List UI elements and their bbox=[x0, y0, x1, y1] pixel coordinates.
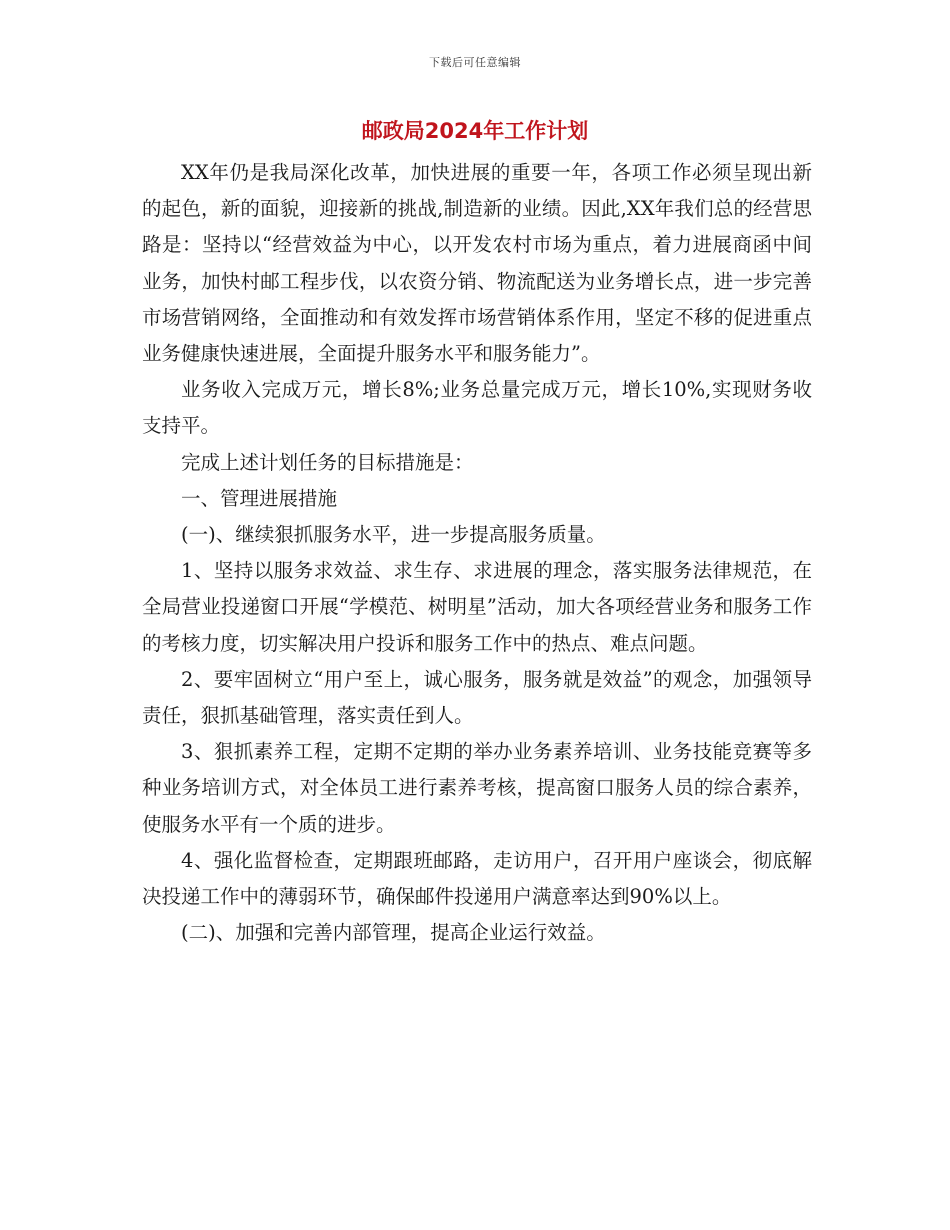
list-item-4: 4、强化监督检查，定期跟班邮路，走访用户，召开用户座谈会，彻底解决投递工作中的薄弱环节，确保邮件投递用户满意率达到90%以上。 bbox=[142, 848, 812, 909]
list-item-3: 3、狠抓素养工程，定期不定期的举办业务素养培训、业务技能竞赛等多种业务培训方式，对全体员工进行素养考核，提高窗口服务人员的综合素养，使服务水平有一个质的进步。 bbox=[142, 740, 812, 836]
section-heading-management: 一、管理进展措施 bbox=[181, 486, 338, 510]
header-note: 下载后可任意编辑 bbox=[429, 56, 521, 69]
paragraph-targets: 业务收入完成万元，增长8%;业务总量完成万元，增长10%,实现财务收支持平。 bbox=[142, 378, 812, 438]
list-item-2: 2、要牢固树立“用户至上，诚心服务，服务就是效益”的观念，加强领导责任，狠抓基础管理，落实责任到人。 bbox=[142, 667, 812, 728]
subsection-heading-internal: (二)、加强和完善内部管理，提高企业运行效益。 bbox=[181, 921, 606, 945]
paragraph-intro: XX年仍是我局深化改革，加快进展的重要一年，各项工作必须呈现出新的起色，新的面貌，迎接新的挑战,制造新的业绩。因此,XX年我们总的经营思路是：坚持以“经营效益为中心，以开发农村市场为重点，着力进展商函中间业务，加快村邮工程步伐，以农资分销、物流配送为业务增长点，进一步完善市场营销网络，全面推动和有效发挥市场营销体系作用，坚定不移的促进重点业务健康快速进展，全面提升服务水平和服务能力”。 bbox=[142, 161, 812, 366]
paragraph-measures-lead: 完成上述计划任务的目标措施是： bbox=[181, 450, 474, 474]
list-item-1: 1、坚持以服务求效益、求生存、求进展的理念，落实服务法律规范，在全局营业投递窗口开展“学模范、树明星”活动，加大各项经营业务和服务工作的考核力度，切实解决用户投诉和服务工作中的热点、难点问题。 bbox=[142, 559, 812, 655]
document-title: 邮政局2024年工作计划 bbox=[361, 119, 589, 143]
document-body bbox=[142, 155, 812, 951]
subsection-heading-service: (一)、继续狠抓服务水平，进一步提高服务质量。 bbox=[181, 523, 606, 547]
